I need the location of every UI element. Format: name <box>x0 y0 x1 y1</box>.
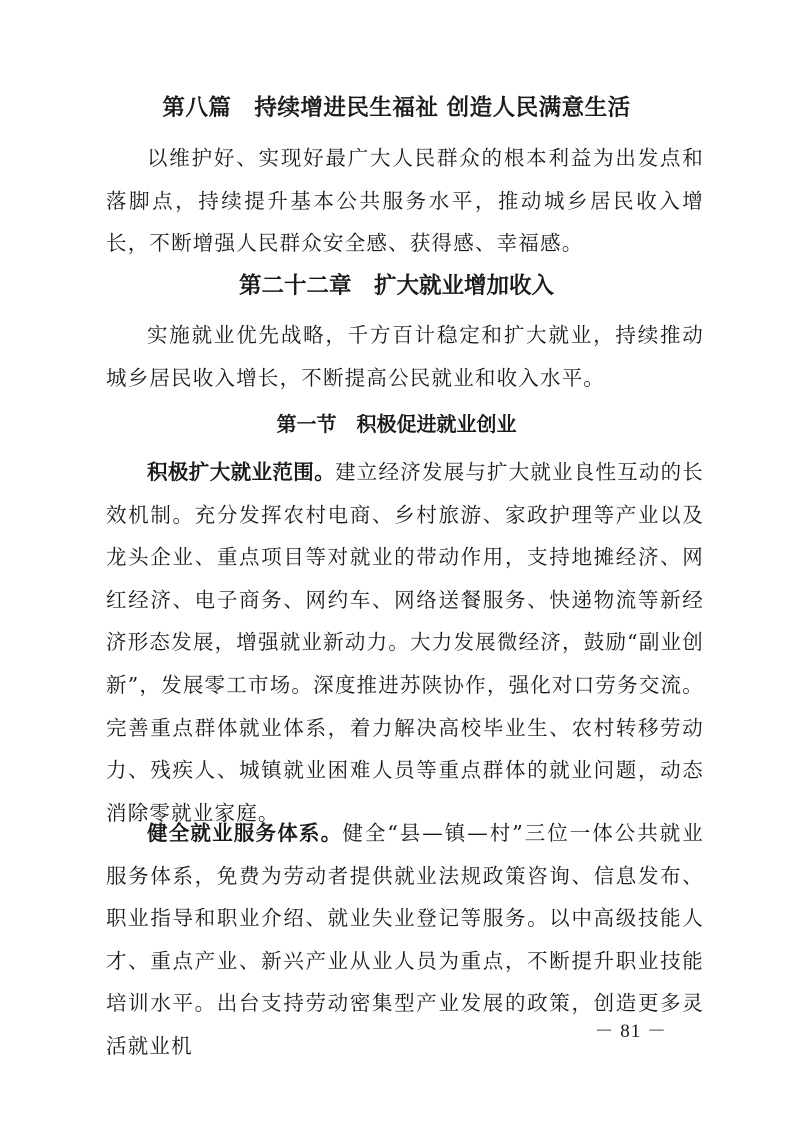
paragraph-body-text: 建立经济发展与扩大就业良性互动的长效机制。充分发挥农村电商、乡村旅游、家政护理等产业以及龙头企业、重点项目等对就业的带动作用，支持地摊经济、网红经济、电子商务、网约车、网络送餐服务、快递物流等新经济形态发展，增强就业新动力。大力发展微经济，鼓励“副业创新”，发展零工市场。深度推进苏陕协作，强化对口劳务交流。完善重点群体就业体系，着力解决高校毕业生、农村转移劳动力、残疾人、城镇就业困难人员等重点群体的就业问题，动态消除零就业家庭。 <box>106 460 705 825</box>
section-title: 第一节 积极促进就业创业 <box>276 412 517 436</box>
paragraph-lead-heading: 积极扩大就业范围。 <box>147 460 336 484</box>
body-paragraph-employment-scope <box>106 451 704 834</box>
chapter-intro-paragraph: 实施就业优先战略，千方百计稳定和扩大就业，持续推动城乡居民收入增长，不断提高公民就业和收入水平。 <box>106 323 704 390</box>
part-intro-paragraph: 以维护好、实现好最广大人民群众的根本利益为出发点和落脚点，持续提升基本公共服务水平，推动城乡居民收入增长，不断增强人民群众安全感、获得感、幸福感。 <box>106 146 704 256</box>
part-title: 第八篇 持续增进民生福祉 创造人民满意生活 <box>162 95 631 121</box>
paragraph-lead-heading: 健全就业服务体系。 <box>147 821 343 845</box>
paragraph-body-text: 健全“县—镇—村”三位一体公共就业服务体系，免费为劳动者提供就业法规政策咨询、信息发布、职业指导和职业介绍、就业失业登记等服务。以中高级技能人才、重点产业、新兴产业从业人员为重点，不断提升职业技能培训水平。出台支持劳动密集型产业发展的政策，创造更多灵活就业机 <box>106 821 704 1058</box>
chapter-title: 第二十二章 扩大就业增加收入 <box>238 273 554 299</box>
page-number: － 81 － <box>594 1021 667 1042</box>
